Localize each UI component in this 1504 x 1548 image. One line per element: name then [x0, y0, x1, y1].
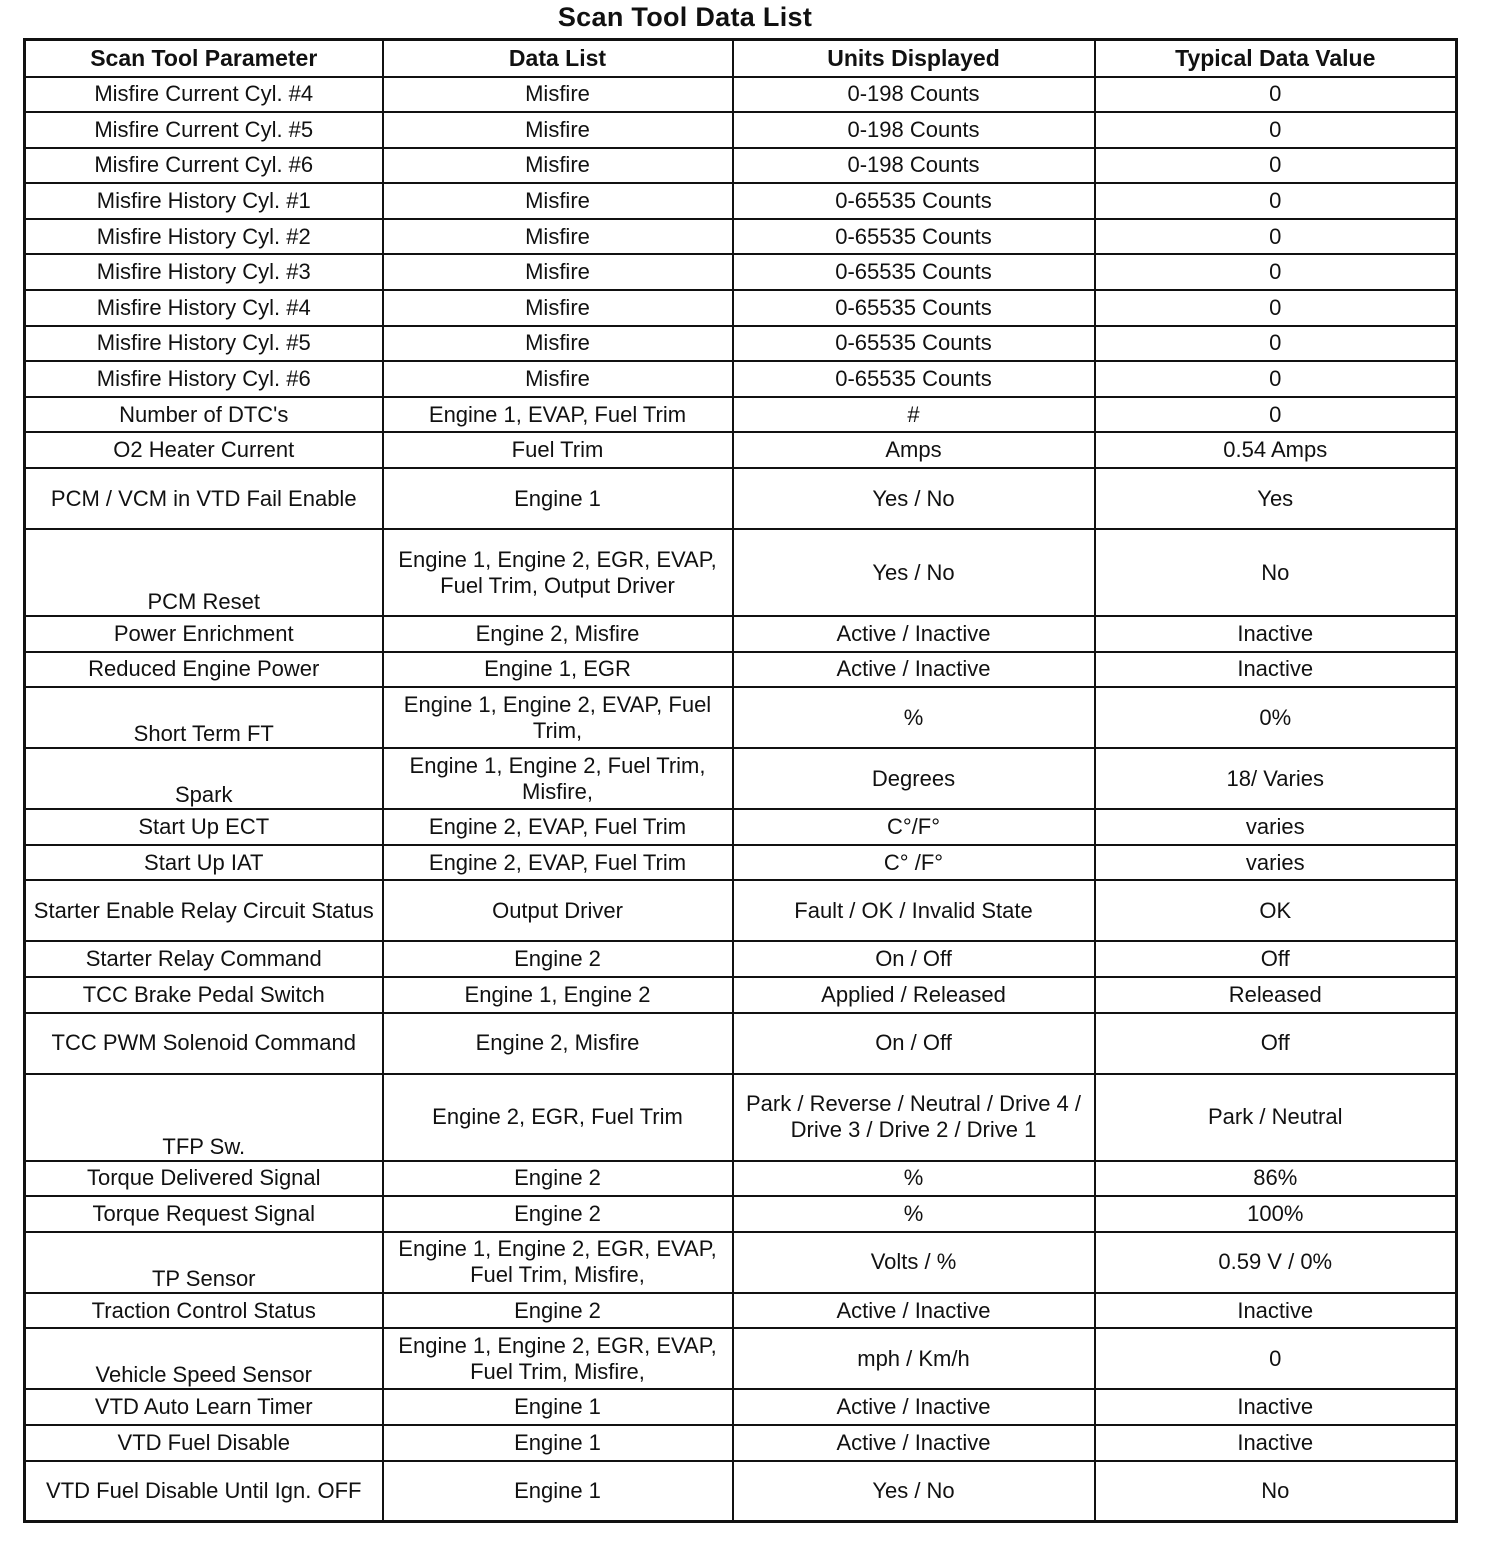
table-row [25, 616, 1457, 652]
cell-data-list: Engine 1, EVAP, Fuel Trim [383, 397, 733, 433]
cell-data-list: Misfire [383, 290, 733, 326]
cell-typical: Off [1095, 941, 1457, 977]
cell-data-list: Engine 2 [383, 1161, 733, 1197]
cell-typical: varies [1095, 809, 1457, 845]
table-row [25, 397, 1457, 433]
cell-data-list: Engine 1, Engine 2, EGR, EVAP, Fuel Trim, Misfire, [383, 1232, 733, 1293]
cell-parameter: PCM Reset [25, 529, 383, 616]
cell-units: 0-198 Counts [733, 148, 1095, 184]
cell-parameter: VTD Auto Learn Timer [25, 1389, 383, 1425]
header-scan-tool-parameter: Scan Tool Parameter [25, 40, 383, 77]
cell-units: # [733, 397, 1095, 433]
cell-typical: 0 [1095, 219, 1457, 255]
cell-data-list: Misfire [383, 254, 733, 290]
cell-units: 0-198 Counts [733, 77, 1095, 113]
table-row [25, 977, 1457, 1013]
cell-units: 0-198 Counts [733, 112, 1095, 148]
cell-parameter: Torque Delivered Signal [25, 1161, 383, 1197]
header-typical-data-value: Typical Data Value [1095, 40, 1457, 77]
cell-parameter: Torque Request Signal [25, 1196, 383, 1232]
cell-typical: 0 [1095, 77, 1457, 113]
cell-data-list: Misfire [383, 326, 733, 362]
cell-typical: 0 [1095, 397, 1457, 433]
cell-units: 0-65535 Counts [733, 361, 1095, 397]
cell-units: Applied / Released [733, 977, 1095, 1013]
cell-typical: No [1095, 1461, 1457, 1522]
cell-parameter: Misfire Current Cyl. #4 [25, 77, 383, 113]
scan-tool-data-table [23, 38, 1458, 1523]
cell-data-list: Engine 1 [383, 468, 733, 529]
cell-typical: 0 [1095, 254, 1457, 290]
table-row [25, 652, 1457, 688]
cell-units: Yes / No [733, 1461, 1095, 1522]
cell-typical: 100% [1095, 1196, 1457, 1232]
cell-data-list: Misfire [383, 219, 733, 255]
cell-typical: 0% [1095, 687, 1457, 748]
cell-typical: 0 [1095, 1328, 1457, 1389]
cell-parameter: VTD Fuel Disable [25, 1425, 383, 1461]
cell-typical: 0.59 V / 0% [1095, 1232, 1457, 1293]
cell-parameter: Start Up ECT [25, 809, 383, 845]
table-row [25, 290, 1457, 326]
cell-units: % [733, 687, 1095, 748]
table-row [25, 880, 1457, 941]
cell-typical: Park / Neutral [1095, 1074, 1457, 1161]
cell-parameter: Misfire History Cyl. #5 [25, 326, 383, 362]
cell-parameter: O2 Heater Current [25, 432, 383, 468]
cell-units: On / Off [733, 941, 1095, 977]
cell-typical: 0 [1095, 112, 1457, 148]
table-row [25, 361, 1457, 397]
cell-data-list: Engine 2 [383, 941, 733, 977]
cell-typical: 18/ Varies [1095, 748, 1457, 809]
cell-data-list: Engine 2, Misfire [383, 1013, 733, 1074]
table-row [25, 1461, 1457, 1522]
cell-units: C°/F° [733, 809, 1095, 845]
header-data-list: Data List [383, 40, 733, 77]
table-row [25, 432, 1457, 468]
page-title: Scan Tool Data List [557, 2, 813, 32]
cell-data-list: Engine 1, EGR [383, 652, 733, 688]
cell-units: % [733, 1196, 1095, 1232]
table-row [25, 1013, 1457, 1074]
cell-typical: OK [1095, 880, 1457, 941]
cell-typical: No [1095, 529, 1457, 616]
table-row [25, 1389, 1457, 1425]
cell-parameter: Start Up IAT [25, 845, 383, 881]
table-row [25, 1293, 1457, 1329]
table-row [25, 148, 1457, 184]
table-row [25, 326, 1457, 362]
table-row [25, 1161, 1457, 1197]
table-row [25, 112, 1457, 148]
cell-data-list: Output Driver [383, 880, 733, 941]
cell-parameter: TP Sensor [25, 1232, 383, 1293]
cell-units: Active / Inactive [733, 616, 1095, 652]
table-row [25, 468, 1457, 529]
cell-data-list: Engine 2 [383, 1293, 733, 1329]
cell-data-list: Engine 2, Misfire [383, 616, 733, 652]
table-row [25, 809, 1457, 845]
cell-typical: varies [1095, 845, 1457, 881]
cell-data-list: Engine 2, EVAP, Fuel Trim [383, 809, 733, 845]
cell-data-list: Misfire [383, 77, 733, 113]
cell-typical: 86% [1095, 1161, 1457, 1197]
table-row [25, 1196, 1457, 1232]
cell-parameter: Short Term FT [25, 687, 383, 748]
cell-parameter: Misfire History Cyl. #3 [25, 254, 383, 290]
cell-data-list: Engine 1, Engine 2, Fuel Trim, Misfire, [383, 748, 733, 809]
cell-parameter: Starter Relay Command [25, 941, 383, 977]
cell-typical: 0 [1095, 183, 1457, 219]
table-row [25, 845, 1457, 881]
cell-parameter: Misfire Current Cyl. #5 [25, 112, 383, 148]
cell-typical: Inactive [1095, 1425, 1457, 1461]
cell-typical: 0 [1095, 326, 1457, 362]
table-row [25, 748, 1457, 809]
table-row [25, 687, 1457, 748]
cell-parameter: Vehicle Speed Sensor [25, 1328, 383, 1389]
cell-data-list: Misfire [383, 148, 733, 184]
cell-data-list: Engine 1 [383, 1425, 733, 1461]
cell-units: Yes / No [733, 468, 1095, 529]
cell-units: Active / Inactive [733, 652, 1095, 688]
cell-units: On / Off [733, 1013, 1095, 1074]
cell-parameter: Misfire History Cyl. #4 [25, 290, 383, 326]
cell-units: Degrees [733, 748, 1095, 809]
cell-units: % [733, 1161, 1095, 1197]
cell-parameter: PCM / VCM in VTD Fail Enable [25, 468, 383, 529]
table-header-row [25, 40, 1457, 77]
cell-units: C° /F° [733, 845, 1095, 881]
cell-parameter: Power Enrichment [25, 616, 383, 652]
cell-data-list: Engine 1 [383, 1389, 733, 1425]
cell-data-list: Fuel Trim [383, 432, 733, 468]
cell-data-list: Engine 2, EGR, Fuel Trim [383, 1074, 733, 1161]
cell-data-list: Misfire [383, 112, 733, 148]
cell-data-list: Misfire [383, 361, 733, 397]
table-row [25, 941, 1457, 977]
cell-data-list: Engine 1, Engine 2, EGR, EVAP, Fuel Trim, Misfire, [383, 1328, 733, 1389]
cell-units: 0-65535 Counts [733, 254, 1095, 290]
cell-data-list: Engine 1, Engine 2 [383, 977, 733, 1013]
cell-parameter: Spark [25, 748, 383, 809]
cell-typical: 0.54 Amps [1095, 432, 1457, 468]
cell-parameter: Starter Enable Relay Circuit Status [25, 880, 383, 941]
cell-units: Park / Reverse / Neutral / Drive 4 / Drive 3 / Drive 2 / Drive 1 [733, 1074, 1095, 1161]
cell-typical: Inactive [1095, 1389, 1457, 1425]
table-row [25, 1232, 1457, 1293]
cell-parameter: Misfire History Cyl. #1 [25, 183, 383, 219]
cell-typical: Released [1095, 977, 1457, 1013]
cell-units: 0-65535 Counts [733, 290, 1095, 326]
cell-parameter: TFP Sw. [25, 1074, 383, 1161]
cell-typical: 0 [1095, 148, 1457, 184]
cell-parameter: TCC Brake Pedal Switch [25, 977, 383, 1013]
table-row [25, 529, 1457, 616]
cell-data-list: Engine 1, Engine 2, EVAP, Fuel Trim, [383, 687, 733, 748]
cell-parameter: Number of DTC's [25, 397, 383, 433]
table-row [25, 183, 1457, 219]
cell-units: 0-65535 Counts [733, 183, 1095, 219]
cell-typical: Inactive [1095, 1293, 1457, 1329]
cell-typical: Inactive [1095, 652, 1457, 688]
cell-data-list: Engine 2 [383, 1196, 733, 1232]
cell-units: Active / Inactive [733, 1389, 1095, 1425]
cell-data-list: Engine 1, Engine 2, EGR, EVAP, Fuel Trim, Output Driver [383, 529, 733, 616]
cell-typical: Inactive [1095, 616, 1457, 652]
cell-parameter: Reduced Engine Power [25, 652, 383, 688]
cell-parameter: TCC PWM Solenoid Command [25, 1013, 383, 1074]
cell-units: 0-65535 Counts [733, 326, 1095, 362]
cell-units: Yes / No [733, 529, 1095, 616]
cell-parameter: VTD Fuel Disable Until Ign. OFF [25, 1461, 383, 1522]
cell-units: Volts / % [733, 1232, 1095, 1293]
cell-units: Active / Inactive [733, 1425, 1095, 1461]
cell-units: Active / Inactive [733, 1293, 1095, 1329]
cell-data-list: Engine 1 [383, 1461, 733, 1522]
table-row [25, 1074, 1457, 1161]
cell-typical: 0 [1095, 290, 1457, 326]
cell-units: Amps [733, 432, 1095, 468]
cell-parameter: Misfire History Cyl. #2 [25, 219, 383, 255]
header-units-displayed: Units Displayed [733, 40, 1095, 77]
cell-typical: Yes [1095, 468, 1457, 529]
table-row [25, 77, 1457, 113]
cell-parameter: Traction Control Status [25, 1293, 383, 1329]
cell-typical: 0 [1095, 361, 1457, 397]
cell-parameter: Misfire Current Cyl. #6 [25, 148, 383, 184]
cell-units: mph / Km/h [733, 1328, 1095, 1389]
table-row [25, 1425, 1457, 1461]
cell-data-list: Misfire [383, 183, 733, 219]
cell-units: Fault / OK / Invalid State [733, 880, 1095, 941]
cell-units: 0-65535 Counts [733, 219, 1095, 255]
cell-parameter: Misfire History Cyl. #6 [25, 361, 383, 397]
cell-data-list: Engine 2, EVAP, Fuel Trim [383, 845, 733, 881]
table-row [25, 1328, 1457, 1389]
cell-typical: Off [1095, 1013, 1457, 1074]
table-row [25, 254, 1457, 290]
table-row [25, 219, 1457, 255]
